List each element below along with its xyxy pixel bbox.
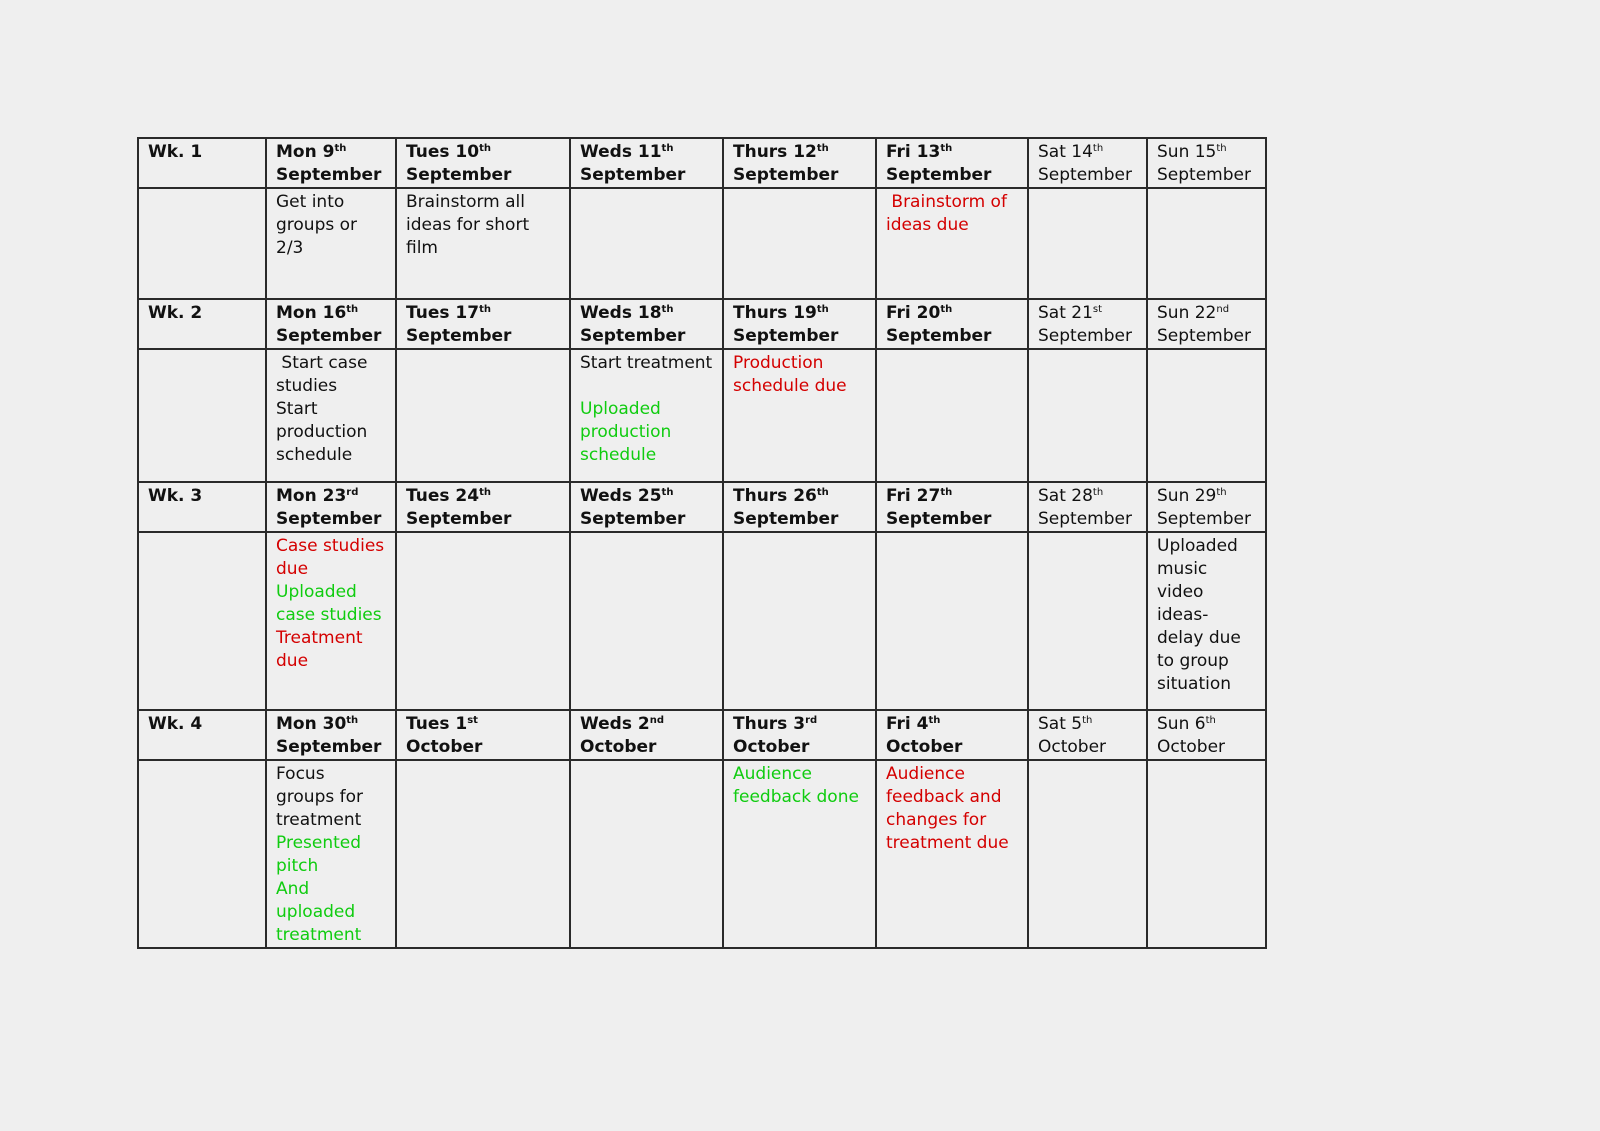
day-label: [276, 485, 386, 508]
day-label: [1157, 302, 1256, 325]
week-tasks-row: [138, 188, 1266, 299]
month-label: October: [733, 737, 810, 757]
day-label: [580, 141, 713, 164]
day-label: [733, 302, 866, 325]
week-spacer-cell: [138, 532, 266, 710]
month-label: September: [733, 326, 839, 346]
day-name-number: Sun 29: [1157, 486, 1217, 506]
day-header-cell: [396, 710, 570, 760]
task-cell: [1028, 188, 1147, 299]
day-name-number: Sat 14: [1038, 142, 1093, 162]
day-label: [1157, 141, 1256, 164]
week-header-row: [138, 138, 1266, 188]
day-name-number: Fri 4: [886, 714, 929, 734]
ordinal-suffix: th: [816, 487, 829, 498]
week-label: Wk. 3: [138, 482, 266, 532]
ordinal-suffix: th: [1216, 487, 1227, 498]
schedule-body: [138, 138, 1266, 948]
day-header-cell: [1147, 482, 1266, 532]
day-name-number: Fri 20: [886, 303, 941, 323]
day-name-number: Mon 30: [276, 714, 347, 734]
day-header-cell: [723, 138, 876, 188]
ordinal-suffix: th: [940, 304, 953, 315]
day-label: [1038, 485, 1137, 508]
week-header-row: [138, 710, 1266, 760]
day-name-number: Sat 5: [1038, 714, 1083, 734]
ordinal-suffix: nd: [649, 715, 664, 726]
day-label: [886, 485, 1018, 508]
day-label: [886, 713, 1018, 736]
day-header-cell: [723, 710, 876, 760]
week-tasks-row: [138, 532, 1266, 710]
week-header-row: [138, 482, 1266, 532]
day-label: [1038, 141, 1137, 164]
task-text: Get into groups or 2/3: [276, 192, 363, 258]
week-label: Wk. 1: [138, 138, 266, 188]
ordinal-suffix: st: [1092, 304, 1103, 315]
ordinal-suffix: th: [661, 304, 674, 315]
task-cell: [396, 349, 570, 482]
task-done: Audience feedback done: [733, 764, 859, 807]
month-label: September: [886, 509, 992, 529]
schedule-table: [137, 137, 1267, 949]
ordinal-suffix: th: [816, 143, 829, 154]
day-label: [276, 302, 386, 325]
month-label: September: [406, 165, 512, 185]
day-name-number: Sat 28: [1038, 486, 1093, 506]
task-cell: [1028, 349, 1147, 482]
ordinal-suffix: th: [1092, 487, 1104, 498]
task-cell: [1028, 532, 1147, 710]
task-cell: [570, 760, 723, 948]
month-label: September: [406, 326, 512, 346]
ordinal-suffix: th: [661, 487, 674, 498]
ordinal-suffix: th: [928, 715, 941, 726]
day-label: [1157, 485, 1256, 508]
task-cell: [396, 532, 570, 710]
day-name-number: Weds 2: [580, 714, 650, 734]
day-header-cell: [266, 138, 396, 188]
task-done: Uploaded case studies: [276, 582, 382, 625]
week-label: Wk. 4: [138, 710, 266, 760]
month-label: September: [1038, 165, 1132, 185]
ordinal-suffix: rd: [805, 715, 818, 726]
day-header-cell: [266, 482, 396, 532]
month-label: September: [580, 326, 686, 346]
ordinal-suffix: th: [479, 487, 491, 498]
day-header-cell: [723, 482, 876, 532]
day-header-cell: [266, 299, 396, 349]
ordinal-suffix: th: [1092, 143, 1104, 154]
ordinal-suffix: th: [940, 143, 953, 154]
task-text: Focus groups for treatment: [276, 764, 369, 830]
day-name-number: Mon 23: [276, 486, 347, 506]
day-header-cell: [876, 710, 1028, 760]
month-label: September: [1157, 509, 1251, 529]
task-done: Uploaded production schedule: [580, 399, 677, 465]
task-cell: [570, 188, 723, 299]
day-header-cell: [1147, 138, 1266, 188]
day-label: [886, 141, 1018, 164]
month-label: September: [1157, 326, 1251, 346]
week-tasks-row: [138, 349, 1266, 482]
task-due: Audience feedback and changes for treatment due: [886, 764, 1009, 853]
task-text: Uploaded music video ideas- delay due to group situation: [1157, 536, 1247, 694]
task-cell: [570, 532, 723, 710]
day-name-number: Sun 22: [1157, 303, 1217, 323]
day-header-cell: [266, 710, 396, 760]
task-text: Start production schedule: [276, 399, 373, 465]
day-name-number: Weds 25: [580, 486, 662, 506]
ordinal-suffix: th: [816, 304, 829, 315]
day-header-cell: [1028, 710, 1147, 760]
month-label: September: [1038, 509, 1132, 529]
day-header-cell: [1147, 710, 1266, 760]
task-due: Case studies due: [276, 536, 390, 579]
day-name-number: Thurs 3: [733, 714, 806, 734]
day-name-number: Weds 11: [580, 142, 662, 162]
month-label: October: [1157, 737, 1226, 757]
day-header-cell: [570, 710, 723, 760]
day-header-cell: [876, 138, 1028, 188]
day-name-number: Tues 24: [406, 486, 480, 506]
day-name-number: Tues 17: [406, 303, 480, 323]
task-cell: [876, 349, 1028, 482]
month-label: September: [580, 509, 686, 529]
month-label: October: [580, 737, 657, 757]
ordinal-suffix: th: [1205, 715, 1216, 726]
task-due: Brainstorm of ideas due: [886, 192, 1013, 235]
task-cell: [396, 188, 570, 299]
day-name-number: Sun 6: [1157, 714, 1206, 734]
ordinal-suffix: th: [940, 487, 953, 498]
day-header-cell: [396, 299, 570, 349]
ordinal-suffix: th: [1216, 143, 1227, 154]
day-name-number: Thurs 12: [733, 142, 817, 162]
task-cell: [266, 760, 396, 948]
task-due: Production schedule due: [733, 353, 847, 396]
month-label: September: [733, 165, 839, 185]
day-label: [733, 485, 866, 508]
ordinal-suffix: th: [479, 143, 491, 154]
day-label: [580, 485, 713, 508]
day-name-number: Tues 1: [406, 714, 468, 734]
month-label: September: [733, 509, 839, 529]
day-header-cell: [723, 299, 876, 349]
day-header-cell: [1028, 482, 1147, 532]
ordinal-suffix: st: [467, 715, 478, 726]
task-text: Brainstorm all ideas for short film: [406, 192, 535, 258]
day-label: [886, 302, 1018, 325]
day-header-cell: [876, 299, 1028, 349]
week-spacer-cell: [138, 349, 266, 482]
ordinal-suffix: nd: [1216, 304, 1230, 315]
day-label: [580, 713, 713, 736]
ordinal-suffix: th: [661, 143, 674, 154]
day-name-number: Thurs 19: [733, 303, 817, 323]
month-label: September: [1157, 165, 1251, 185]
month-label: September: [886, 326, 992, 346]
day-label: [1157, 713, 1256, 736]
month-label: September: [580, 165, 686, 185]
day-header-cell: [876, 482, 1028, 532]
month-label: September: [1038, 326, 1132, 346]
day-label: [733, 141, 866, 164]
task-done: Presented pitch: [276, 833, 367, 876]
task-cell: [1147, 349, 1266, 482]
blank-line: [580, 375, 713, 398]
day-header-cell: [570, 482, 723, 532]
week-tasks-row: [138, 760, 1266, 948]
month-label: September: [276, 326, 382, 346]
day-name-number: Mon 9: [276, 142, 335, 162]
day-header-cell: [1028, 138, 1147, 188]
month-label: October: [886, 737, 963, 757]
task-text: Start treatment: [580, 353, 713, 373]
month-label: October: [406, 737, 483, 757]
ordinal-suffix: th: [334, 143, 347, 154]
task-text: Start case studies: [276, 353, 373, 396]
day-label: [276, 713, 386, 736]
task-cell: [1028, 760, 1147, 948]
day-header-cell: [570, 299, 723, 349]
task-cell: [876, 188, 1028, 299]
task-cell: [266, 188, 396, 299]
week-header-row: [138, 299, 1266, 349]
task-cell: [723, 532, 876, 710]
task-cell: [723, 188, 876, 299]
month-label: September: [276, 737, 382, 757]
day-label: [580, 302, 713, 325]
ordinal-suffix: rd: [346, 487, 359, 498]
task-cell: [266, 349, 396, 482]
day-name-number: Thurs 26: [733, 486, 817, 506]
day-label: [276, 141, 386, 164]
task-done: And uploaded treatment: [276, 879, 362, 945]
ordinal-suffix: th: [1082, 715, 1093, 726]
task-cell: [723, 349, 876, 482]
day-label: [1038, 302, 1137, 325]
ordinal-suffix: th: [346, 304, 359, 315]
day-label: [406, 485, 560, 508]
ordinal-suffix: th: [479, 304, 491, 315]
day-name-number: Sun 15: [1157, 142, 1217, 162]
day-header-cell: [570, 138, 723, 188]
task-cell: [723, 760, 876, 948]
day-label: [1038, 713, 1137, 736]
day-label: [733, 713, 866, 736]
task-cell: [876, 760, 1028, 948]
task-cell: [570, 349, 723, 482]
week-spacer-cell: [138, 760, 266, 948]
day-label: [406, 302, 560, 325]
task-cell: [266, 532, 396, 710]
week-label: Wk. 2: [138, 299, 266, 349]
day-name-number: Weds 18: [580, 303, 662, 323]
month-label: September: [406, 509, 512, 529]
task-cell: [876, 532, 1028, 710]
day-name-number: Mon 16: [276, 303, 347, 323]
week-spacer-cell: [138, 188, 266, 299]
month-label: October: [1038, 737, 1107, 757]
month-label: September: [886, 165, 992, 185]
month-label: September: [276, 509, 382, 529]
ordinal-suffix: th: [346, 715, 359, 726]
day-name-number: Fri 27: [886, 486, 941, 506]
task-cell: [1147, 188, 1266, 299]
day-label: [406, 713, 560, 736]
day-name-number: Sat 21: [1038, 303, 1093, 323]
day-header-cell: [1028, 299, 1147, 349]
month-label: September: [276, 165, 382, 185]
task-due: Treatment due: [276, 628, 368, 671]
task-cell: [1147, 532, 1266, 710]
day-header-cell: [396, 138, 570, 188]
task-cell: [1147, 760, 1266, 948]
task-cell: [396, 760, 570, 948]
day-label: [406, 141, 560, 164]
day-name-number: Tues 10: [406, 142, 480, 162]
day-header-cell: [1147, 299, 1266, 349]
day-header-cell: [396, 482, 570, 532]
day-name-number: Fri 13: [886, 142, 941, 162]
